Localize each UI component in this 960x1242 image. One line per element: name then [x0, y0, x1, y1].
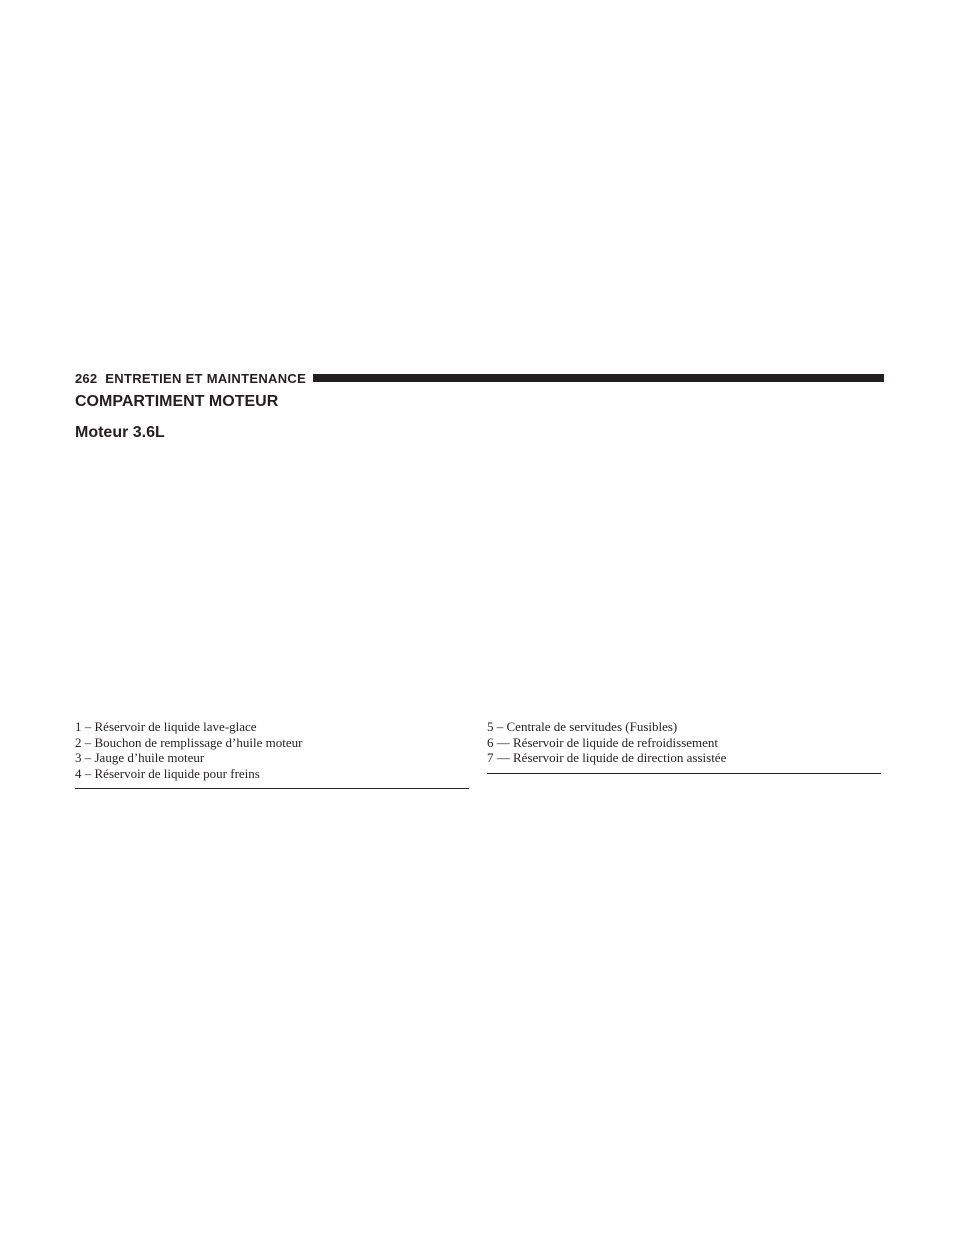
legend-right [487, 719, 881, 774]
page-header [75, 369, 884, 387]
header-rule [313, 374, 884, 382]
legend-item: 6 — Réservoir de liquide de refroidissement [487, 734, 719, 750]
page-number: 262 [75, 370, 98, 386]
legend-item: 1 – Réservoir de liquide lave-glace [75, 719, 257, 734]
chapter-title: ENTRETIEN ET MAINTENANCE [105, 370, 307, 386]
legend-item: 4 – Réservoir de liquide pour freins [75, 765, 260, 781]
legend-left [75, 719, 469, 789]
legend-item: 3 – Jauge d’huile moteur [75, 750, 205, 765]
legend-item: 7 — Réservoir de liquide de direction assistée [487, 750, 727, 765]
section-title: COMPARTIMENT MOTEUR [75, 393, 279, 410]
legend-item: 5 – Centrale de servitudes (Fusibles) [487, 719, 678, 734]
subsection-title: Moteur 3.6L [75, 424, 165, 441]
legend-item: 2 – Bouchon de remplissage d’huile moteur [75, 734, 303, 750]
